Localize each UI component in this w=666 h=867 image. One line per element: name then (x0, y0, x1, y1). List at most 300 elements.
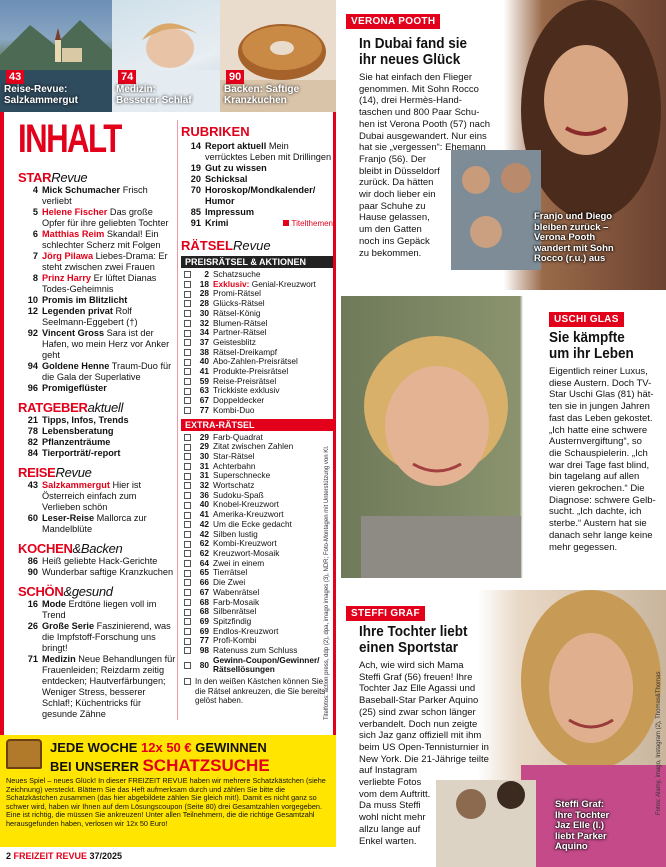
checkbox-icon[interactable] (184, 349, 191, 356)
text-line: war drei Tage fast blind, (549, 459, 650, 471)
toc-page-number: 86 (27, 556, 38, 566)
raetsel-page-number: 59 (199, 375, 209, 386)
text-line: allzu lange auf (359, 823, 421, 835)
checkbox-icon[interactable] (184, 628, 191, 635)
toc-entry[interactable] (18, 306, 176, 328)
toc-page-number: 70 (190, 185, 201, 195)
text-line: vom dem Auftritt. (359, 788, 431, 800)
text-line: hen ist Verona Pooth (57) nach (359, 118, 490, 130)
text-line: Ihre Tochter (555, 809, 610, 821)
story-body (549, 366, 666, 553)
checkbox-icon[interactable] (184, 378, 191, 385)
checkbox-icon[interactable] (184, 310, 191, 317)
thumb-page-number: 90 (226, 70, 244, 84)
checkbox-icon[interactable] (184, 531, 191, 538)
toc-page-number: 19 (190, 163, 201, 173)
schoen-entries (18, 599, 176, 720)
photo-credit-left: Titelfotos: action press, ddp (2), dpa, imago images (3), NDR; Foto-Montagen mit Unterstützung von KI. (324, 445, 330, 720)
text-line: bleiben zurück – (534, 221, 609, 233)
toc-entry-text: Mick Schumacher Frisch verliebt (42, 185, 148, 206)
raetsel-label: Abo-Zahlen-Preisrätsel (213, 356, 298, 367)
ratgeber-entries (18, 415, 176, 459)
page-footer: 2 FREIZEIT REVUE 37/2025 (6, 851, 123, 861)
raetsel-page-number: 30 (199, 450, 209, 461)
section-heading-raetsel: RÄTSELRevue (181, 238, 271, 253)
toc-entry-text: Lebensberatung (42, 426, 114, 436)
checkbox-icon[interactable] (184, 521, 191, 528)
toc-entry-text: Goldene Henne Traum-Duo für die Gala der Superlative (42, 361, 172, 382)
photo-credit-right: Fotos: Alamy, imago, Instagram (2), Thomas&Thomas (656, 671, 662, 815)
raetsel-label: Zitat zwischen Zahlen (213, 441, 294, 452)
checkbox-icon[interactable] (184, 570, 191, 577)
story-verona-pooth[interactable] (341, 0, 666, 290)
toc-entry[interactable] (18, 556, 176, 567)
checkbox-icon[interactable] (184, 647, 191, 654)
raetsel-label: Zwei in einem (213, 557, 265, 568)
toc-entry-text: Heiß geliebte Hack-Gerichte (42, 556, 158, 566)
text-line: diese Austern. Doch TV- (549, 377, 652, 389)
checkbox-icon[interactable] (184, 368, 191, 375)
toc-entry-text: Impressum (205, 207, 255, 217)
checkbox-icon[interactable] (184, 512, 191, 519)
thumb-medizin[interactable] (112, 0, 220, 112)
toc-entry-text: Legenden privat Rolf Seelmann-Eggebert (†) (42, 306, 138, 327)
raetsel-page-number: 34 (199, 327, 209, 338)
section-heading-reise: REISERevue (18, 465, 92, 480)
toc-entry[interactable] (18, 185, 176, 207)
toc-page-number: 7 (32, 251, 38, 261)
raetsel-label: Sudoku-Spaß (213, 489, 264, 500)
text-line: mehr gegessen. (549, 541, 618, 553)
raetsel-label: Amerika-Kreuzwort (213, 509, 284, 520)
toc-page-number: 26 (27, 621, 38, 631)
text-line: auf Instagram (359, 765, 418, 777)
text-line: Verona Pooth (534, 232, 596, 243)
kochen-entries (18, 556, 176, 578)
raetsel-page-number: 28 (199, 288, 209, 299)
raetsel-label: Geistesblitz (213, 336, 256, 347)
text-line: zurück. Da hätten (359, 177, 434, 189)
raetsel-label: Reise-Preisrätsel (213, 375, 277, 386)
toc-entry[interactable] (18, 654, 176, 720)
toc-entry-text: Promis im Blitzlicht (42, 295, 128, 305)
story-body (359, 660, 539, 847)
text-line: taschen und 800 Paar Schu- (359, 107, 480, 119)
toc-entry[interactable] (181, 141, 333, 163)
section-heading-schoen: SCHÖN&gesund (18, 584, 113, 599)
raetsel-page-number: 64 (199, 557, 209, 568)
story-body (359, 72, 549, 259)
toc-page-number: 5 (32, 207, 38, 217)
checkbox-icon[interactable] (184, 359, 191, 366)
raetsel-label: Blumen-Rätsel (213, 317, 268, 328)
toc-page-number: 16 (27, 599, 38, 609)
checkbox-icon[interactable] (184, 434, 191, 441)
raetsel-page-number: 68 (199, 606, 209, 617)
toc-entry-text: Schicksal (205, 174, 248, 184)
toc-entry-text: Prinz Harry Er lüftet Dianas Todes-Geheimnis (42, 273, 157, 294)
toc-page-number: 4 (32, 185, 38, 195)
raetsel-label: Superschnecke (213, 470, 271, 481)
story-tag: USCHI GLAS (549, 312, 624, 327)
toc-entry[interactable] (18, 448, 176, 459)
raetsel-page-number: 2 (204, 269, 209, 279)
checkbox-icon[interactable] (184, 589, 191, 596)
checkbox-icon[interactable] (184, 444, 191, 451)
preisraetsel-list (181, 270, 333, 416)
raetsel-label: Schatzsuche (213, 269, 261, 279)
raetsel-page-number: 18 (199, 278, 209, 289)
text-line: Dubai ausgewandert. Nur eins (359, 130, 487, 142)
thumb-page-number: 74 (118, 70, 136, 84)
raetsel-label: Farb-Mosaik (213, 596, 260, 607)
toc-entry[interactable] (18, 251, 176, 273)
raetsel-label: Die Zwei (213, 577, 246, 588)
toc-entry[interactable] (18, 599, 176, 621)
text-line: verbandelt. Doch nun zeigte (359, 718, 478, 730)
text-line: Diagnose: schwere Gelb- (549, 494, 656, 506)
text-line: Sie hat einfach den Flieger (359, 72, 473, 83)
raetsel-label: Rätsel-König (213, 307, 261, 318)
raetsel-page-number: 67 (199, 586, 209, 597)
raetsel-label: Wabenrätsel (213, 586, 260, 597)
checkbox-icon[interactable] (184, 339, 191, 346)
toc-page-number: 21 (27, 415, 38, 425)
left-border-line (0, 112, 4, 735)
toc-entry[interactable] (18, 207, 176, 229)
toc-entry-text: Report aktuell Mein verrücktes Leben mit Drillingen (205, 141, 332, 162)
toc-entry[interactable] (18, 383, 176, 394)
raetsel-page-number: 77 (199, 404, 209, 415)
toc-entry-text: Salzkammergut Hier ist Österreich einfach zum Verlieben schön (42, 480, 142, 512)
checkbox-icon[interactable] (184, 330, 191, 337)
story-uschi-glas[interactable] (341, 296, 666, 578)
toc-page-number: 94 (27, 361, 38, 371)
toc-entry-text: Mode Erdtöne liegen voll im Trend (42, 599, 157, 620)
thumb-page-number: 43 (6, 70, 24, 84)
toc-entry[interactable] (18, 437, 176, 448)
toc-page-number: 92 (27, 328, 38, 338)
raetsel-label: Exklusiv: Genial-Kreuzwort (213, 278, 316, 289)
reise-entries (18, 480, 176, 535)
text-line: wandert mit Sohn (534, 242, 614, 254)
raetsel-page-number: 31 (199, 460, 209, 471)
text-line: Aquino (555, 841, 588, 852)
red-square-icon (283, 220, 289, 226)
text-line: ten sie in jungen Jahren (549, 401, 650, 413)
raetsel-page-number: 32 (199, 480, 209, 491)
raetsel-page-number: 69 (199, 625, 209, 636)
text-line: die Schauspielerin. „Ich (549, 447, 648, 459)
toc-page-number: 6 (32, 229, 38, 239)
raetsel-label: Trickkiste exklusiv (213, 385, 280, 396)
rubriken-entries (181, 141, 333, 229)
raetsel-page-number: 40 (199, 499, 209, 510)
toc-entry[interactable] (18, 567, 176, 578)
raetsel-page-number: 80 (199, 659, 209, 670)
toc-entry-text: Leser-Reise Mallorca zur Mandelblüte (42, 513, 147, 534)
raetsel-page-number: 63 (199, 385, 209, 396)
raetsel-label: Spitzfindig (213, 615, 252, 626)
raetsel-label: Partner-Rätsel (213, 327, 267, 338)
checkbox-icon[interactable] (184, 550, 191, 557)
section-heading-kochen: KOCHEN&Backen (18, 541, 123, 556)
text-line: Tochter Jaz Elle Agassi und (359, 683, 476, 695)
contents-column-right (181, 124, 333, 705)
text-line: danach sehr lange keine (549, 529, 653, 541)
raetsel-label: Star-Rätsel (213, 450, 255, 461)
text-line: bleibt in Düsseldorf (359, 165, 440, 177)
toc-entry-text: Tipps, Infos, Trends (42, 415, 129, 425)
toc-page-number: 60 (27, 513, 38, 523)
text-line: verliebte Fotos (359, 777, 422, 789)
text-line: (14), drei Hermès-Hand- (359, 95, 462, 107)
checkbox-icon[interactable] (184, 463, 191, 470)
raetsel-page-number: 42 (199, 528, 209, 539)
raetsel-label: Gewinn-Coupon/Gewinner/ Rätsellösungen (213, 654, 320, 675)
toc-entry[interactable] (18, 361, 176, 383)
raetsel-page-number: 69 (199, 615, 209, 626)
story-title: Ihre Tochter liebt einen Sportstar (359, 623, 468, 656)
toc-entry[interactable] (18, 328, 176, 361)
text-line: Eigentlich reiner Luxus, (549, 366, 648, 377)
checkbox-icon[interactable] (184, 579, 191, 586)
text-line: sucht. „Ich dachte, ich (549, 506, 642, 518)
raetsel-page-number: 38 (199, 346, 209, 357)
raetsel-page-number: 28 (199, 298, 209, 309)
text-line: fast das Leben gekostet. (549, 412, 653, 424)
text-line: Ach, wie wird sich Mama (359, 660, 464, 671)
text-line: um den Gatten (359, 224, 422, 236)
checkbox-icon[interactable] (184, 662, 191, 669)
text-line: bin tagelang auf allen (549, 471, 640, 483)
extra-raetsel-list (181, 433, 333, 676)
toc-entry-text: Horoskop/Mondkalender/ Humor (205, 185, 316, 206)
raetsel-label: Silbenrätsel (213, 606, 257, 617)
checkbox-icon[interactable] (184, 473, 191, 480)
text-line: Jaz Elle (l.) (555, 820, 605, 831)
toc-page-number: 10 (27, 295, 38, 305)
raetsel-label: Tierrätsel (213, 567, 248, 578)
text-line: Rocco (r.u.) aus (534, 253, 606, 264)
toc-entry[interactable] (181, 207, 333, 218)
raetsel-label: Kreuzwort-Mosaik (213, 547, 280, 558)
raetsel-label: Farb-Quadrat (213, 431, 263, 442)
raetsel-page-number: 40 (199, 356, 209, 367)
raetsel-page-number: 62 (199, 538, 209, 549)
thumb-caption: Backen: Saftige Kranzkuchen (224, 84, 300, 106)
text-line: Da muss Steffi (359, 800, 421, 812)
extra-raetsel-bar: EXTRA-RÄTSEL (181, 419, 333, 431)
toc-entry-text: Krimi (205, 218, 229, 228)
toc-page-number: 12 (27, 306, 38, 316)
star-entries (18, 185, 176, 394)
checkbox-icon[interactable] (184, 300, 191, 307)
raetsel-label: Promi-Rätsel (213, 288, 261, 299)
text-line: noch ins Gepäck (359, 235, 430, 247)
text-line: Franjo (56). Der (359, 153, 427, 165)
toc-page-number: 90 (27, 567, 38, 577)
text-line: Steffi Graf: (555, 799, 605, 810)
text-line: Baseball-Star Parker Aquino (359, 695, 479, 707)
checkbox-icon[interactable] (184, 291, 191, 298)
raetsel-label: Silben lustig (213, 528, 258, 539)
raetsel-page-number: 77 (199, 635, 209, 646)
raetsel-label: Kombi-Duo (213, 404, 255, 415)
raetsel-page-number: 37 (199, 336, 209, 347)
raetsel-page-number: 41 (199, 509, 209, 520)
photo-caption (555, 800, 609, 853)
toc-entry-text: Wunderbar saftige Kranzkuchen (42, 567, 174, 577)
toc-entry-text: Tierporträt/-report (42, 448, 121, 458)
checkbox-icon[interactable] (184, 609, 191, 616)
toc-entry-text: Pflanzenträume (42, 437, 111, 447)
titelthemen-legend: Titelthemen (181, 219, 333, 228)
raetsel-label: Endlos-Kreuzwort (213, 625, 279, 636)
text-line: Austernvergiftung“, so (549, 436, 642, 448)
toc-entry[interactable] (18, 273, 176, 295)
thumb-caption: Medizin: Besserer Schlaf (116, 84, 192, 106)
toc-page-number: 96 (27, 383, 38, 393)
toc-entry[interactable] (18, 415, 176, 426)
toc-entry-text: Medizin Neue Behandlungen für Frauenleiden; Reizdarm zeitig entdecken; Hautverfärbungen; Weniger Stress, besserer Schlaf!; Küchentricks für gesunde Zähne (42, 654, 176, 719)
toc-entry[interactable] (18, 295, 176, 306)
checkbox-icon[interactable] (184, 388, 191, 395)
text-line: Hause gelassen, (359, 212, 430, 224)
raetsel-label: Glücks-Rätsel (213, 298, 265, 309)
rubriken-divider-line (177, 120, 178, 720)
text-line: Franjo und Diego (534, 211, 613, 222)
raetsel-page-number: 68 (199, 596, 209, 607)
checkbox-icon[interactable] (184, 541, 191, 548)
text-line: Steffi Graf (56) freuen! Ihre (359, 671, 473, 683)
toc-entry[interactable] (18, 621, 176, 654)
toc-entry[interactable] (181, 174, 333, 185)
raetsel-item[interactable] (181, 656, 333, 675)
toc-page-number: 43 (27, 480, 38, 490)
raetsel-page-number: 65 (199, 567, 209, 578)
raetsel-label: Produkte-Preisrätsel (213, 366, 289, 377)
toc-entry-text: Promigeflüster (42, 383, 107, 393)
story-tag: VERONA POOTH (346, 14, 440, 29)
checkbox-icon[interactable] (184, 599, 191, 606)
raetsel-label: Doppeldecker (213, 395, 265, 406)
toc-page-number: 78 (27, 426, 38, 436)
text-line: beim US Open-Tennisturnier in (359, 741, 489, 753)
text-line: sterbe.“ Austern hat sie (549, 518, 647, 530)
toc-page-number: 71 (27, 654, 38, 664)
toc-page-number: 84 (27, 448, 38, 458)
text-line: (25) sind zwar schon länger (359, 706, 476, 718)
thumb-salzkammergut[interactable] (0, 0, 112, 112)
toc-entry[interactable] (18, 513, 176, 535)
raetsel-label: Achterbahn (213, 460, 256, 471)
raetsel-note: In den weißen Kästchen können Sie die Rätsel ankreuzen, die Sie bereits gelöst haben. (181, 677, 333, 705)
raetsel-page-number: 36 (199, 489, 209, 500)
banner-line-2: BEI UNSERER SCHATZSUCHE (50, 756, 270, 775)
raetsel-label: Knobel-Kreuzwort (213, 499, 279, 510)
toc-page-number: 85 (190, 207, 201, 217)
raetsel-label: Kombi-Kreuzwort (213, 538, 277, 549)
page-title: INHALT (18, 117, 121, 161)
checkbox-icon[interactable] (184, 271, 191, 278)
raetsel-item[interactable] (181, 406, 333, 416)
checkbox-icon[interactable] (184, 502, 191, 509)
schatzsuche-banner (0, 735, 336, 847)
raetsel-page-number: 98 (199, 645, 209, 656)
thumb-backen[interactable] (220, 0, 336, 112)
toc-entry[interactable] (18, 480, 176, 513)
treasure-chest-icon (6, 739, 42, 769)
toc-entry-text: Gut zu wissen (205, 163, 267, 173)
raetsel-page-number: 32 (199, 317, 209, 328)
toc-entry[interactable] (181, 163, 333, 174)
toc-entry-text: Große Serie Faszinierend, was die Impfstoff-Forschung uns bringt! (42, 621, 171, 653)
story-steffi-graf[interactable] (341, 590, 666, 867)
raetsel-page-number: 41 (199, 366, 209, 377)
checkbox-icon[interactable] (184, 618, 191, 625)
story-title: Sie kämpfte um ihr Leben (549, 329, 634, 362)
checkbox-icon[interactable] (184, 492, 191, 499)
section-heading-rubriken: RUBRIKEN (181, 124, 250, 139)
raetsel-label: Um die Ecke gedacht (213, 518, 292, 529)
text-line: Star Uschi Glas (81) hät- (549, 389, 654, 401)
checkbox-icon[interactable] (184, 397, 191, 404)
raetsel-label: Ratenuss zum Schluss (213, 645, 298, 656)
toc-page-number: 82 (27, 437, 38, 447)
checkbox-icon[interactable] (184, 407, 191, 414)
toc-entry-text: Matthias Reim Skandal! Ein schlechter Scherz mit Folgen (42, 229, 161, 250)
banner-text: Neues Spiel – neues Glück! In dieser FREIZEIT REVUE haben wir mehrere Schatzkästchen (siehe Zeichnung) versteckt. Blättern Sie das Heft aufmerksam durch und zählen Sie bitte die Schatzkästchen zusammen (das hier abgebildete zählen Sie gleich mit!). Damit es nicht ganz so schwer wird, haben wir Ihnen auf dem Lösungscoupon (Seite 80) drei Gesamtzahlen vorgegeben. Eine ist richtig, die müssen Sie ankreuzen! Unter allen Teilnehmern, die die richtige Gesamtzahl herausgefunden haben, verlosen wir 12x 50 Euro! (6, 776, 326, 828)
thumb-caption: Reise-Revue: Salzkammergut (4, 84, 78, 106)
text-line: wohl nicht mehr (359, 812, 426, 824)
text-line: liebt Parker (555, 830, 607, 842)
banner-line-1: JEDE WOCHE 12x 50 € GEWINNEN (50, 740, 267, 755)
checkbox-icon[interactable] (184, 560, 191, 567)
story-tag: STEFFI GRAF (346, 606, 425, 621)
raetsel-page-number: 30 (199, 307, 209, 318)
text-line: genommen. Mit Sohn Rocco (359, 83, 479, 95)
column-divider-line (333, 112, 336, 735)
raetsel-page-number: 29 (199, 441, 209, 452)
raetsel-label: Profi-Kombi (213, 635, 257, 646)
toc-page-number: 14 (190, 141, 201, 151)
toc-page-number: 8 (32, 273, 38, 283)
text-line: vieren gekrochen.“ Die (549, 483, 645, 495)
checkbox-icon[interactable] (184, 482, 191, 489)
raetsel-page-number: 67 (199, 395, 209, 406)
text-line: Enkel warten. (359, 835, 417, 847)
raetsel-page-number: 42 (199, 518, 209, 529)
checkbox-icon[interactable] (184, 453, 191, 460)
toc-entry[interactable] (18, 426, 176, 437)
checkbox-icon[interactable] (184, 281, 191, 288)
text-line: „Ich hatte eine schwere (549, 424, 648, 436)
toc-entry[interactable] (18, 229, 176, 251)
photo-caption (534, 212, 614, 265)
raetsel-label: Rätsel-Dreikampf (213, 346, 278, 357)
toc-entry[interactable] (181, 185, 333, 207)
text-line: sich Jaz ganz offiziell mit ihm (359, 730, 482, 742)
section-heading-star: STARRevue (18, 170, 88, 185)
checkbox-icon[interactable] (184, 320, 191, 327)
checkbox-icon[interactable] (184, 638, 191, 645)
toc-entry-text: Vincent Gross Sara ist der Hafen, wo mein Herz vor Anker geht (42, 328, 170, 360)
toc-entry-text: Helene Fischer Das große Opfer für ihre geliebten Tochter (42, 207, 169, 228)
text-line: hat sie „vergessen“: Ehemann (359, 142, 486, 154)
toc-page-number: 20 (190, 174, 201, 184)
checkbox-icon (184, 678, 191, 685)
